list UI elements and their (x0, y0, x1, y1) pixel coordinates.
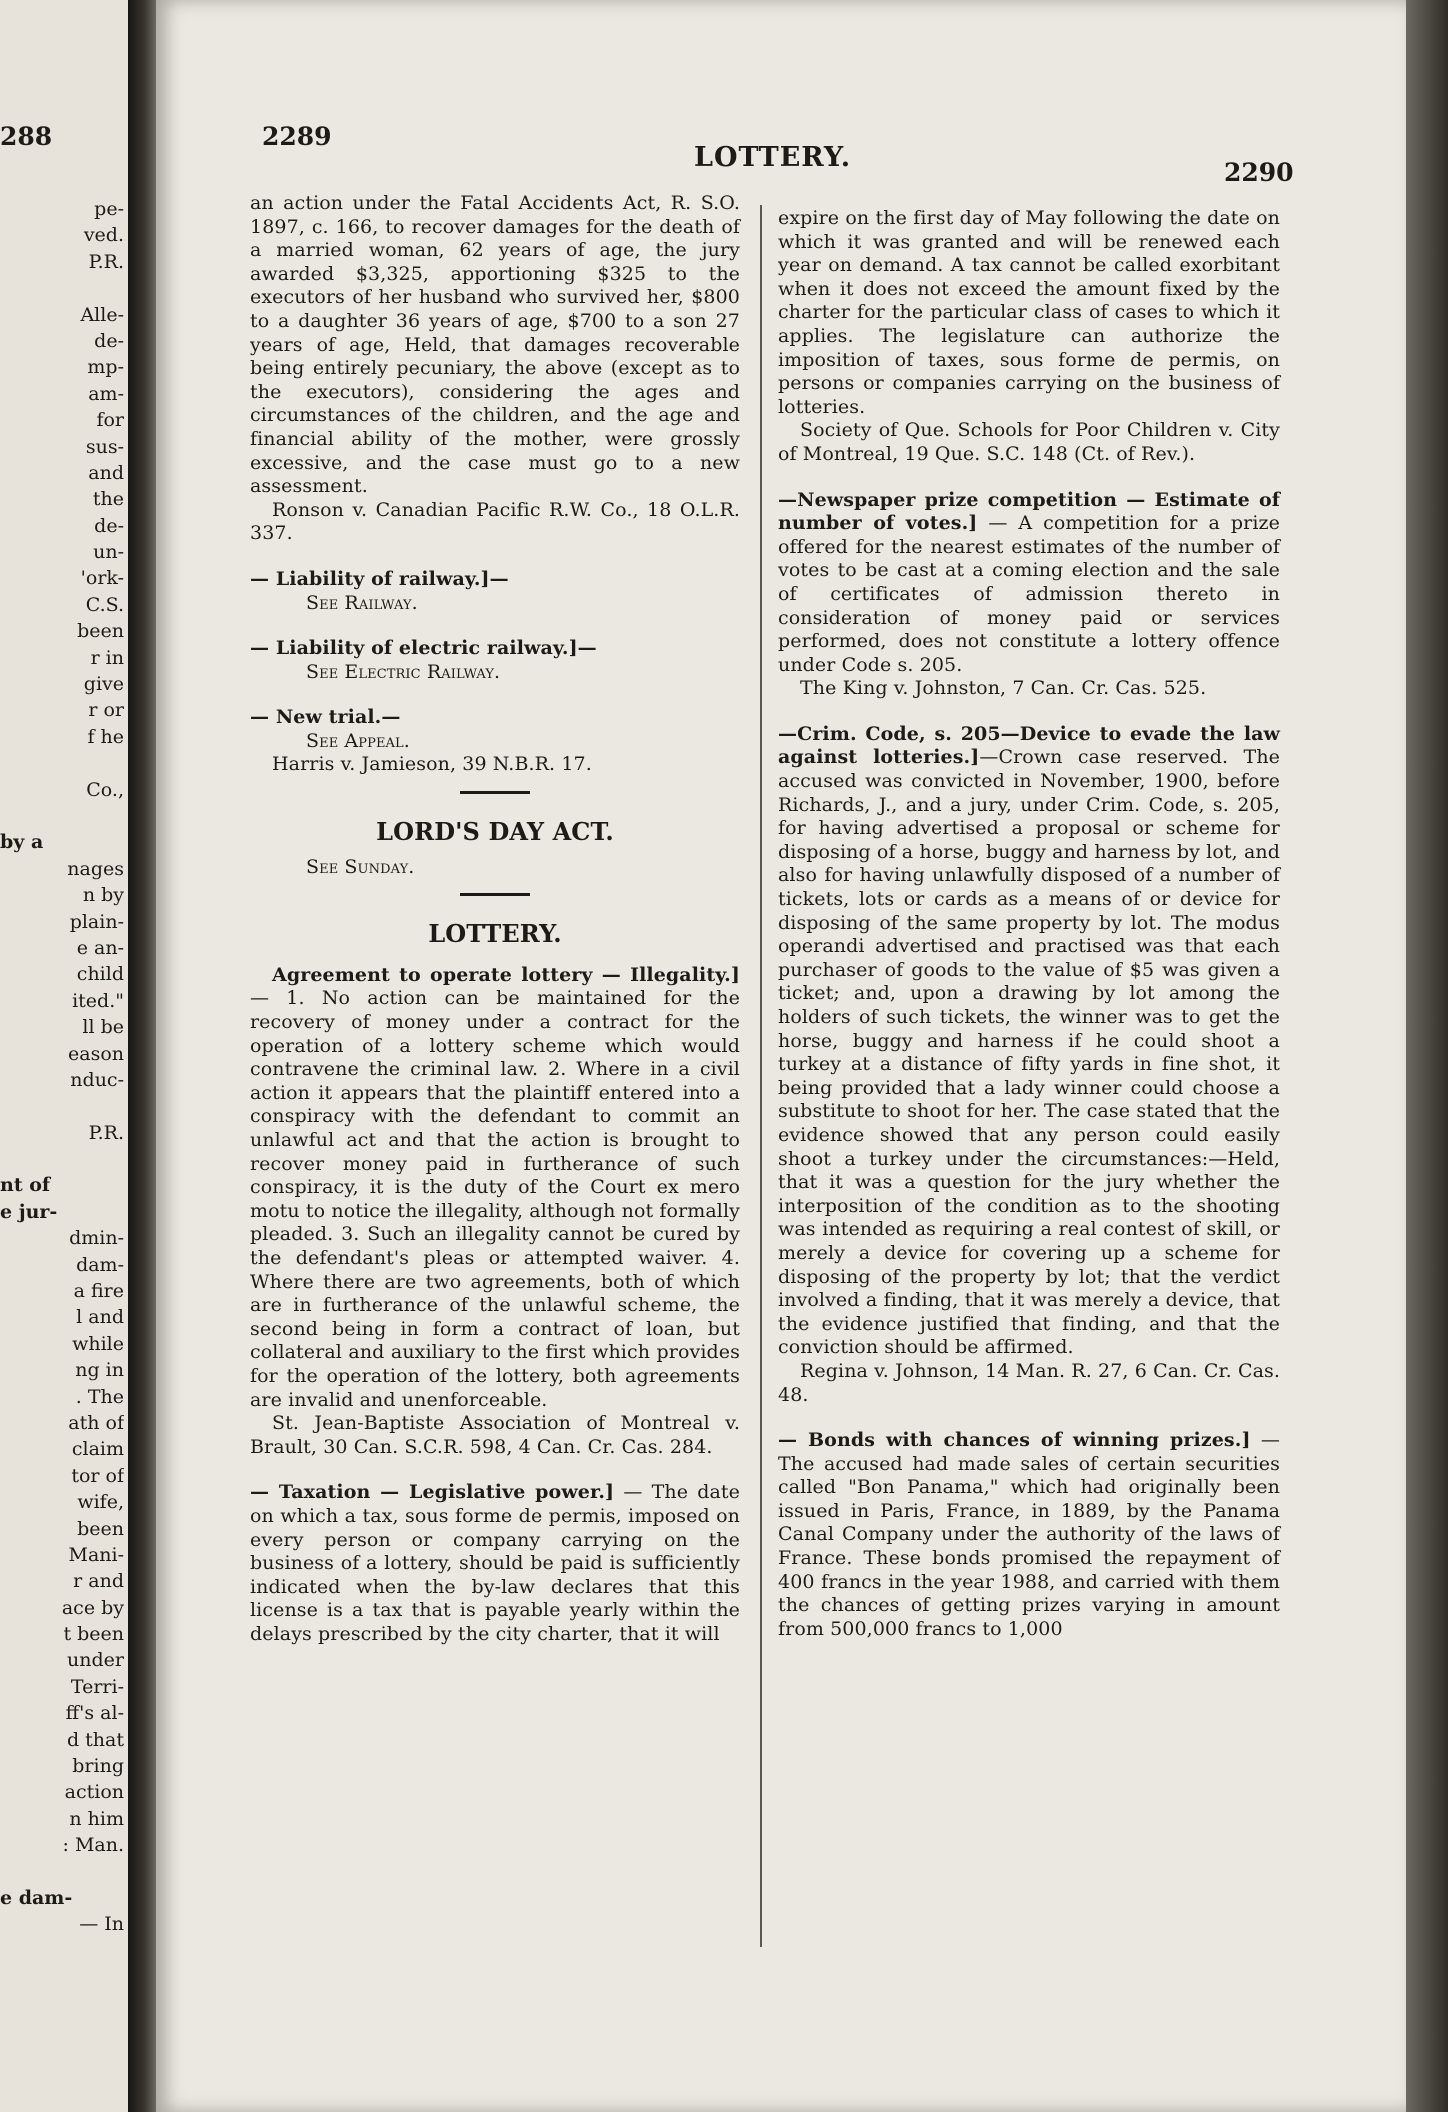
entry-taxation-title: — Taxation — Legislative power.] (250, 1481, 615, 1504)
entry-crim-code-title: —Crim. Code, s. 205—Device to evade the law against lotteries.] (778, 722, 1280, 769)
page-edge (1406, 0, 1448, 2112)
left-page-line: r and (73, 1570, 124, 1593)
citation-king-v-johnston: The King v. Johnston, 7 Can. Cr. Cas. 525. (800, 677, 1207, 700)
left-page-line: Mani- (68, 1543, 124, 1566)
left-page-line (0, 275, 124, 301)
entry-bonds-text: —The accused had made sales of certain securities called "Bon Panama," which had originally been issued in Paris, France, in 1889, by the Panama Canal Company under the authority of the laws of France. These bonds promised the repayment of 400 francs in the year 1988, and carried with them the chances of getting prizes varying in amount from 500,000 francs to 1,000 (778, 1429, 1280, 1640)
left-page-line: for (96, 409, 124, 432)
cross-ref-railway: See Railway. (306, 591, 418, 614)
book-gutter (128, 0, 156, 2112)
left-page-line (0, 1093, 124, 1119)
left-page-line: — In (79, 1913, 124, 1936)
left-page-line: bring (72, 1755, 124, 1778)
entry-liability-railway: — Liability of railway.]— (250, 567, 509, 590)
left-page-line: ved. (83, 224, 124, 247)
paragraph-fatal-accidents: an action under the Fatal Accidents Act, R. S.O. 1897, c. 166, to recover damages for the death of a married woman, 62 years of age, the jury awarded $3,325, apportioning $325 to the executors of her husband who survived her, $800 to a daughter 36 years of age, $700 to a son 27 years of age, Held, that damages recoverable being entirely pecuniary, the above (except as to the executors), considering the ages and circumstances of the children, and the age and financial ability of the mother, were grossly excessive, and the case must go to a new assessment. (250, 192, 740, 498)
left-page-line: under (67, 1649, 124, 1672)
left-page-line: pe- (94, 198, 124, 220)
cross-ref-sunday: See Sunday. (306, 855, 415, 878)
left-page-line: dam- (76, 1253, 124, 1276)
running-title: LOTTERY. (694, 142, 852, 173)
left-page-line: d that (66, 1728, 124, 1751)
section-rule (460, 791, 530, 794)
left-page-line: ited." (72, 989, 124, 1012)
entry-newspaper-text: — A competition for a prize offered for the nearest estimates of the number of votes to be cast at a coming election and the sale of certificates of admission thereto in consideration of money paid or services performed, does not constitute a lottery offence under Code s. 205. (778, 512, 1280, 676)
heading-lottery: LOTTERY. (428, 919, 562, 949)
left-page-line: sus- (85, 435, 124, 458)
left-page-line (0, 1146, 124, 1172)
left-page-line: nages (67, 857, 124, 880)
left-page-line: tor of (71, 1464, 124, 1487)
cross-ref-appeal: See Appeal. (306, 729, 410, 752)
left-page-line: e dam- (0, 1887, 73, 1909)
entry-newspaper-title: —Newspaper prize competition — Estimate of number of votes.] (778, 488, 1280, 535)
paragraph-taxation (250, 1481, 740, 1646)
left-page-line: r in (90, 646, 124, 669)
left-page-fragment (0, 0, 128, 2112)
left-page-line: . The (75, 1385, 124, 1408)
left-page-line: action (64, 1781, 124, 1804)
entry-agreement-title: Agreement to operate lottery — Illegality.] (272, 963, 740, 986)
left-page-line: n by (82, 884, 124, 907)
left-page-line: by a (0, 831, 44, 854)
left-page-line: ff's al- (65, 1702, 124, 1725)
entry-liability-electric-railway: — Liability of electric railway.]— (250, 637, 597, 660)
paragraph-tax-continued: expire on the first day of May following the date on which it was granted and will be renewed each year on demand. A tax cannot be called exorbitant when it does not exceed the amount fixed by the charter for the particular class of cases to which it applies. The legislature can authorize the imposition of taxes, sous forme de permis, on persons or companies carrying on the business of lotteries. (778, 207, 1280, 418)
left-page-line: claim (71, 1438, 124, 1461)
left-column (250, 192, 740, 1646)
citation-harris: Harris v. Jamieson, 39 N.B.R. 17. (272, 753, 592, 776)
cross-ref-electric-railway: See Electric Railway. (306, 660, 501, 683)
section-rule (460, 893, 530, 896)
heading-lords-day-act: LORD'S DAY ACT. (376, 817, 614, 847)
left-page-line: a fire (73, 1280, 124, 1303)
left-page-line (0, 750, 124, 776)
left-page-line: been (77, 1517, 124, 1540)
left-page-line: de- (94, 514, 124, 537)
left-page-line: e an- (76, 936, 124, 959)
paragraph-bonds (778, 1429, 1280, 1641)
left-page-line: C.S. (85, 593, 124, 616)
left-page-line: l and (76, 1306, 124, 1329)
page-number-right: 2290 (1224, 158, 1294, 187)
left-page-line: un- (93, 541, 124, 564)
entry-taxation-text: — The date on which a tax, sous forme de permis, imposed on every person or company carrying on the business of a lottery, should be paid is sufficiently indicated when the by-law declares that this license is a tax that is payable yearly within the delays prescribed by the city charter, that it will (250, 1481, 740, 1645)
left-page-number: 288 (0, 122, 53, 151)
left-page-line: nduc- (70, 1068, 124, 1091)
entry-bonds-title: — Bonds with chances of winning prizes.] (778, 1429, 1251, 1452)
paragraph-agreement-lottery (250, 964, 740, 1412)
citation-st-jean-baptiste: St. Jean-Baptiste Association of Montreal v. Brault, 30 Can. S.C.R. 598, 4 Can. Cr. Cas. 284. (250, 1412, 740, 1458)
paragraph-crim-code-205 (778, 723, 1280, 1360)
citation-society-que-schools: Society of Que. Schools for Poor Children v. City of Montreal, 19 Que. S.C. 148 (Ct. of Rev.). (778, 419, 1280, 465)
left-page-line: r or (88, 699, 124, 722)
left-page-line: wife, (77, 1491, 124, 1514)
left-page-line: give (83, 673, 124, 696)
left-page-line: Alle- (80, 303, 124, 326)
citation-ronson: Ronson v. Canadian Pacific R.W. Co., 18 O.L.R. 337. (250, 498, 740, 545)
left-page-line: plain- (69, 910, 124, 933)
left-page-line: de- (94, 329, 124, 352)
left-page-line: am- (88, 382, 124, 405)
left-page-line-fragments (0, 196, 124, 1938)
left-page-line: t been (63, 1623, 124, 1646)
left-page-line: child (76, 963, 124, 986)
left-page-line: and (88, 461, 124, 484)
left-page-line: ll be (82, 1016, 124, 1039)
left-page-line: the (92, 488, 124, 511)
left-page-line: Terri- (70, 1675, 124, 1698)
left-page-line: ng in (75, 1359, 124, 1382)
left-page-line: P.R. (88, 1121, 124, 1144)
left-page-line (0, 803, 124, 829)
page-number-left: 2289 (262, 122, 332, 151)
entry-crim-code-text: —Crown case reserved. The accused was convicted in November, 1900, before Richards, J., and a jury, under Crim. Code, s. 205, for having advertised a proposal or scheme for disposing of a horse, buggy and harness by lot, and also for having unlawfully disposed of a number of tickets, lots or cards as a means of or device for disposing of the same property by lot. The modus operandi advertised and practised was that each purchaser of goods to the value of $5 was given a ticket; and, upon a drawing by lot among the holders of such tickets, the winner was to get the horse, buggy and harness if he could shoot a turkey at a distance of fifty yards in fine shot, it being provided that a lady winner could choose a substitute to shoot for her. The case stated that the evidence showed that any person could easily shoot a turkey under the circumstances:—Held, that it was a question for the jury whether the interposition of the condition as to the shooting was intended as requiring a real contest of skill, or merely a device for covering up a scheme for disposing of the property by lot; that the verdict involved a finding, that it was merely a device, that the evidence justified that finding, and that the conviction should be affirmed. (778, 746, 1280, 1359)
paragraph-newspaper-competition (778, 489, 1280, 678)
left-page-line: nt of (0, 1174, 51, 1197)
left-page-line: P.R. (88, 250, 124, 273)
left-page-line: ath of (68, 1411, 124, 1434)
right-column (778, 207, 1280, 1641)
left-page-line: dmin- (69, 1227, 124, 1250)
left-page-line: while (72, 1332, 124, 1355)
left-page-line (0, 1859, 124, 1885)
left-page-line: e jur- (0, 1200, 58, 1223)
left-page-line: Co., (86, 778, 124, 801)
left-page-line: ace by (61, 1596, 124, 1619)
citation-regina-v-johnson: Regina v. Johnson, 14 Man. R. 27, 6 Can. Cr. Cas. 48. (778, 1359, 1280, 1406)
left-page-line: n him (69, 1807, 124, 1830)
left-page-line: f he (87, 725, 124, 748)
column-divider (760, 205, 762, 1947)
left-page-line: : Man. (62, 1834, 124, 1857)
entry-agreement-text: — 1. No action can be maintained for the recovery of money under a contract for the operation of a lottery scheme which would contravene the criminal law. 2. Where in a civil action it appears that the plaintiff entered into a conspiracy with the defendant to commit an unlawful act and that the action is brought to recover money paid in furtherance of such conspiracy, it is the duty of the Court ex mero motu to notice the illegality, although not formally pleaded. 3. Such an illegality cannot be cured by the defendant's pleas or attempted waiver. 4. Where there are two agreements, both of which are in furtherance of the unlawful scheme, the second being in form a contract of loan, but collateral and auxiliary to the first which provides for the operation of the lottery, both agreements are invalid and unenforceable. (250, 987, 740, 1411)
entry-new-trial: — New trial.— (250, 706, 401, 729)
left-page-line: 'ork- (80, 567, 124, 590)
left-page-line: mp- (87, 356, 124, 379)
left-page-line: been (77, 620, 124, 643)
left-page-line: eason (68, 1042, 124, 1065)
